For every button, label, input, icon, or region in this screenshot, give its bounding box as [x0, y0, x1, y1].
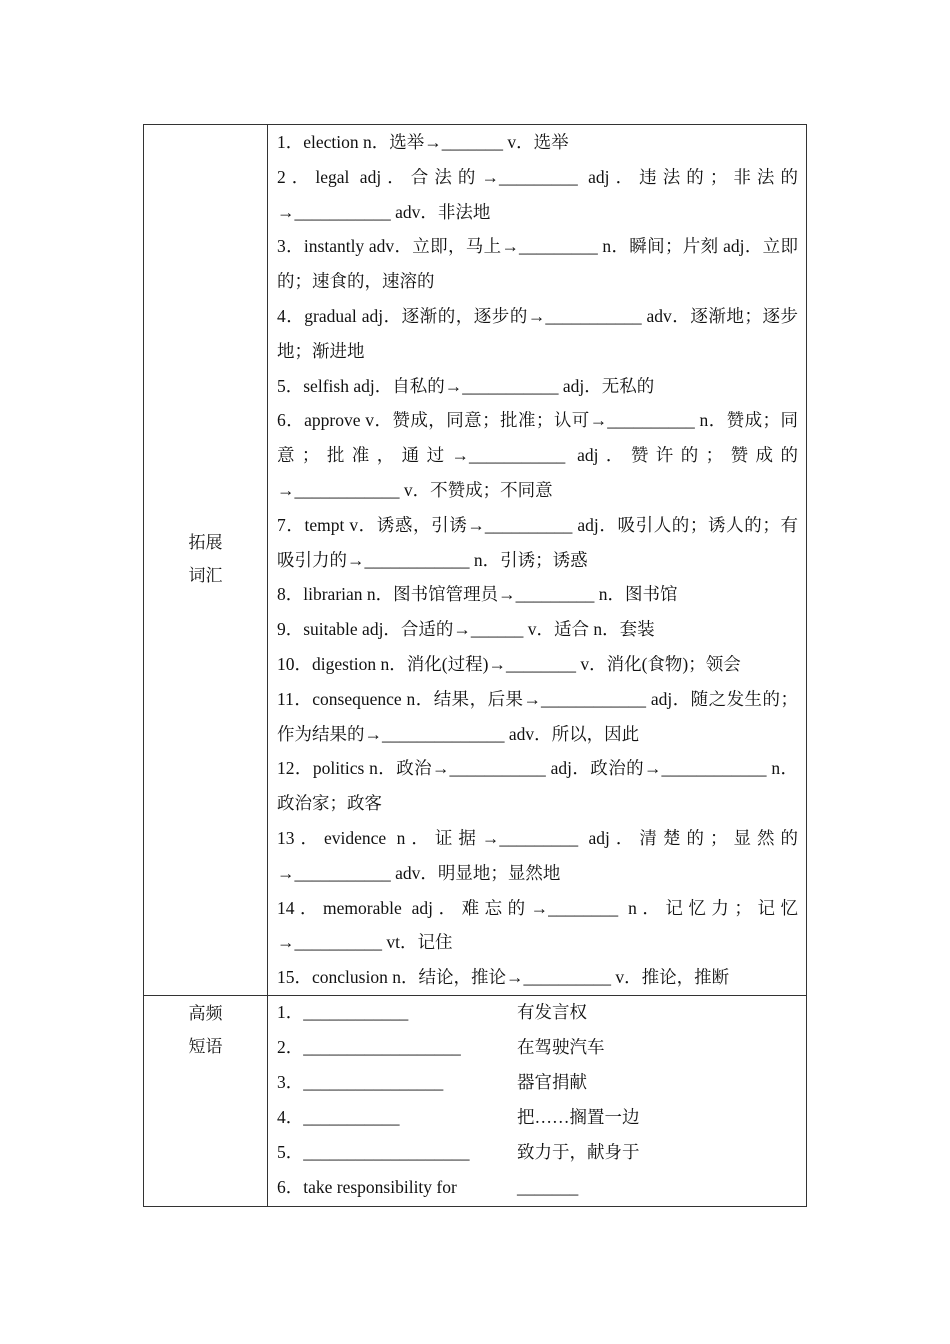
- vocab-entry-9: 9．suitable adj．合适的→______ v．适合 n．套装: [277, 619, 655, 640]
- vocab-label-line-2: 词汇: [188, 565, 223, 586]
- vocab-section-row: [144, 125, 807, 996]
- phrase-blank-4[interactable]: 4．___________: [277, 1106, 400, 1127]
- phrase-meaning-5: 致力于，献身于: [517, 1141, 640, 1162]
- phrase-label-line-2: 短语: [188, 1036, 223, 1057]
- vocab-entry-6: 6．approve v．赞成，同意；批准；认可→__________ n．赞成；同意；批准，通过→___________ adj．赞许的；赞成的→____________ v．不赞成；不同意: [277, 410, 798, 500]
- phrase-blank-3[interactable]: 3．________________: [277, 1071, 444, 1092]
- phrase-blank-6[interactable]: _______: [517, 1176, 579, 1197]
- vocab-entry-13: 13．evidence n．证据→_________ adj．清楚的；显然的→___________ adv．明显地；显然地: [277, 827, 798, 883]
- phrase-meaning-4: 把……搁置一边: [517, 1106, 640, 1127]
- phrase-label-line-1: 高频: [188, 1003, 223, 1024]
- phrase-blank-1[interactable]: 1．____________: [277, 1001, 409, 1022]
- phrase-meaning-1: 有发言权: [517, 1001, 587, 1022]
- phrase-text-6: 6．take responsibility for: [277, 1176, 457, 1197]
- phrase-item-6: [277, 1171, 798, 1206]
- phrase-blank-5[interactable]: 5．___________________: [277, 1141, 470, 1162]
- vocab-section-label: [144, 125, 268, 996]
- phrase-section-label: [144, 995, 268, 1206]
- vocab-cell: [268, 125, 807, 996]
- phrase-cell: [268, 995, 807, 1206]
- vocab-entry-8: 8．librarian n．图书馆管理员→_________ n．图书馆: [277, 584, 678, 605]
- phrase-item-5: [277, 1136, 798, 1171]
- vocab-entry-14: 14．memorable adj．难忘的→________ n．记忆力；记忆→__________ vt．记住: [277, 897, 798, 953]
- phrase-item-2: [277, 1031, 798, 1066]
- vocab-entry-5: 5．selfish adj．自私的→___________ adj．无私的: [277, 375, 655, 396]
- phrase-section-row: [144, 995, 807, 1206]
- vocab-entry-10: 10．digestion n．消化(过程)→________ v．消化(食物)；领会: [277, 653, 741, 674]
- vocab-label-line-1: 拓展: [188, 532, 223, 553]
- phrase-meaning-3: 器官捐献: [517, 1071, 587, 1092]
- vocab-entry-2: 2．legal adj．合法的→_________ adj．违法的；非法的→___________ adv．非法地: [277, 166, 798, 222]
- vocab-entry-3: 3．instantly adv．立即，马上→_________ n．瞬间；片刻 adj．立即的；速食的，速溶的: [277, 236, 798, 292]
- phrase-item-1: [277, 996, 798, 1031]
- vocab-list: [277, 125, 798, 995]
- phrase-item-4: [277, 1101, 798, 1136]
- vocab-entry-7: 7．tempt v．诱惑，引诱→__________ adj．吸引人的；诱人的；有吸引力的→____________ n．引诱；诱惑: [277, 514, 798, 570]
- vocab-entry-1: 1．election n．选举→_______ v．选举: [277, 132, 569, 152]
- worksheet-table: [143, 124, 807, 1207]
- phrase-item-3: [277, 1066, 798, 1101]
- phrase-blank-2[interactable]: 2．__________________: [277, 1036, 461, 1057]
- phrase-meaning-2: 在驾驶汽车: [517, 1036, 605, 1057]
- vocab-entry-12: 12．politics n．政治→___________ adj．政治的→____________ n．政治家；政客: [277, 758, 798, 814]
- vocab-entry-4: 4．gradual adj．逐渐的，逐步的→___________ adv．逐渐地；逐步地；渐进地: [277, 305, 798, 361]
- vocab-entry-11: 11．consequence n．结果，后果→____________ adj．随之发生的；作为结果的→______________ adv．所以，因此: [277, 688, 798, 744]
- vocab-entry-15: 15．conclusion n．结论，推论→__________ v．推论，推断: [277, 967, 730, 988]
